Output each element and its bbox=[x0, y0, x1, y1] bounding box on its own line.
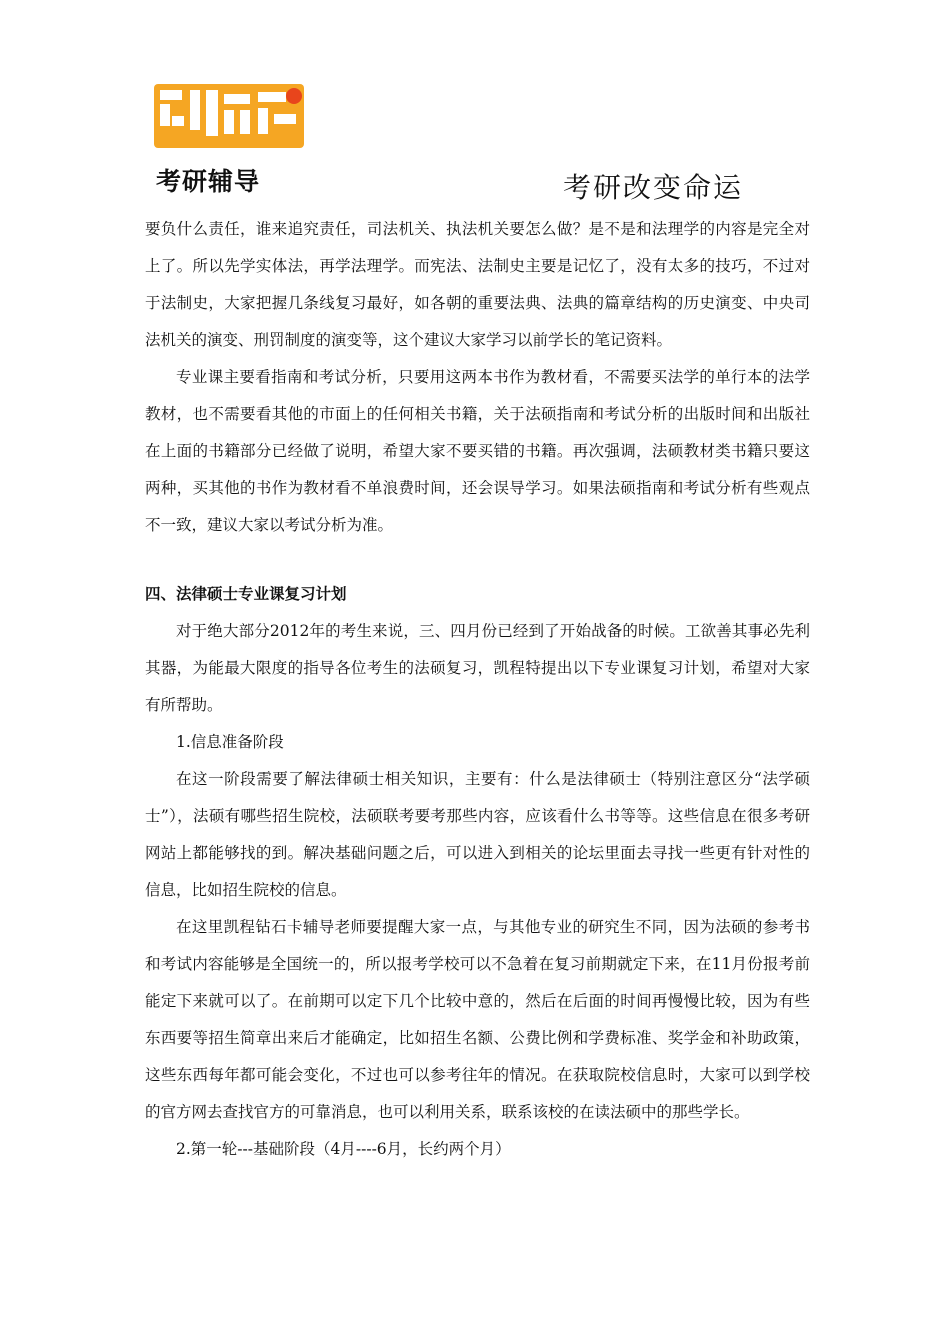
logo-subtitle: 考研辅导 bbox=[156, 167, 261, 196]
logo-mark bbox=[150, 78, 310, 160]
header-slogan: 考研改变命运 bbox=[563, 171, 744, 204]
subheading: 2.第一轮---基础阶段（4月----6月，长约两个月） bbox=[176, 1140, 511, 1158]
paragraph: 专业课主要看指南和考试分析，只要用这两本书作为教材看，不需要买法学的单行本的法学教材，也不需要看其他的市面上的任何相关书籍，关于法硕指南和考试分析的出版时间和出版社在上面的书籍部分已经做了说明，希望大家不要买错的书籍。再次强调，法硕教材类书籍只要这两种，买其他的书作为教材看不单浪费时间，还会误导学习。如果法硕指南和考试分析有些观点不一致，建议大家以考试分析为准。 bbox=[145, 368, 810, 534]
paragraph: 对于绝大部分2012年的考生来说，三、四月份已经到了开始战备的时候。工欲善其事必先利其器，为能最大限度的指导各位考生的法硕复习，凯程特提出以下专业课复习计划，希望对大家有所帮助。 bbox=[145, 622, 810, 714]
section-heading: 四、法律硕士专业课复习计划 bbox=[145, 585, 347, 603]
document-body bbox=[145, 211, 810, 1168]
company-logo bbox=[150, 78, 310, 198]
subheading: 1.信息准备阶段 bbox=[176, 733, 284, 751]
paragraph: 在这一阶段需要了解法律硕士相关知识，主要有：什么是法律硕士（特别注意区分“法学硕士”），法硕有哪些招生院校，法硕联考要考那些内容，应该看什么书等等。这些信息在很多考研网站上都能够找的到。解决基础问题之后，可以进入到相关的论坛里面去寻找一些更有针对性的信息，比如招生院校的信息。 bbox=[145, 770, 810, 899]
paragraph: 在这里凯程钻石卡辅导老师要提醒大家一点，与其他专业的研究生不同，因为法硕的参考书和考试内容能够是全国统一的，所以报考学校可以不急着在复习前期就定下来，在11月份报考前能定下来就可以了。在前期可以定下几个比较中意的，然后在后面的时间再慢慢比较，因为有些东西要等招生简章出来后才能确定，比如招生名额、公费比例和学费标准、奖学金和补助政策，这些东西每年都可能会变化，不过也可以参考往年的情况。在获取院校信息时，大家可以到学校的官方网去查找官方的可靠消息，也可以利用关系，联系该校的在读法硕中的那些学长。 bbox=[145, 918, 810, 1121]
paragraph: 要负什么责任，谁来追究责任，司法机关、执法机关要怎么做？是不是和法理学的内容是完全对上了。所以先学实体法，再学法理学。而宪法、法制史主要是记忆了，没有太多的技巧，不过对于法制史，大家把握几条线复习最好，如各朝的重要法典、法典的篇章结构的历史演变、中央司法机关的演变、刑罚制度的演变等，这个建议大家学习以前学长的笔记资料。 bbox=[145, 220, 810, 349]
